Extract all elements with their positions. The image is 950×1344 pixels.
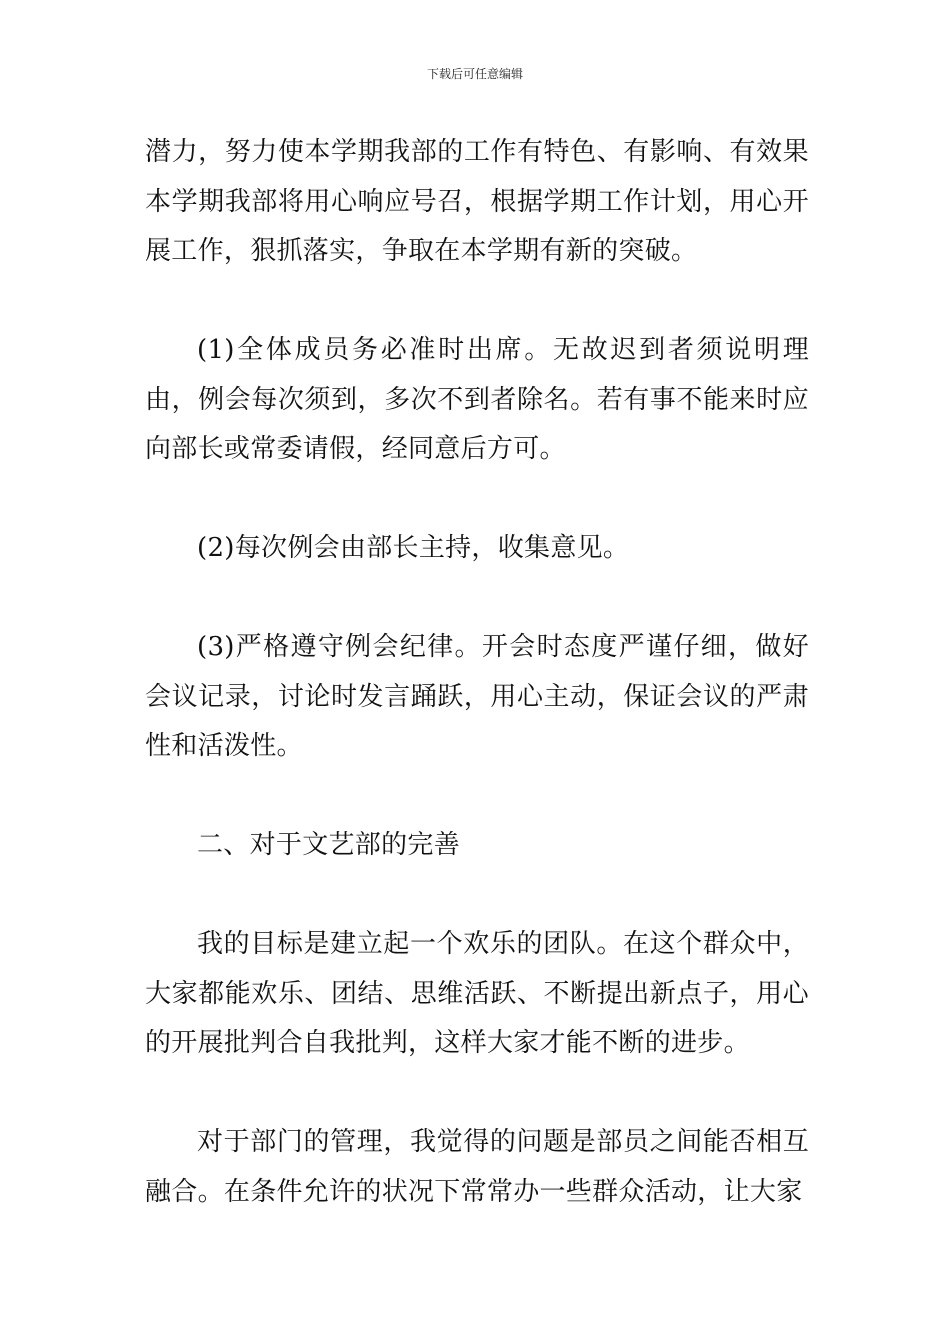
paragraph-gap bbox=[145, 871, 809, 921]
section-heading: 二、对于文艺部的完善 bbox=[197, 830, 461, 860]
paragraph-gap bbox=[145, 475, 809, 525]
paragraph-rule-2: (2)每次例会由部长主持，收集意见。 bbox=[197, 533, 630, 563]
paragraph-goal: 我的目标是建立起一个欢乐的团队。在这个群众中，大家都能欢乐、团结、思维活跃、不断提出新点子，用心的开展批判合自我批判，这样大家才能不断的进步。 bbox=[145, 929, 809, 1058]
paragraph-gap bbox=[145, 772, 809, 822]
paragraph-rule-3: (3)严格遵守例会纪律。开会时态度严谨仔细，做好会议记录，讨论时发言踊跃，用心主动，保证会议的严肃性和活泼性。 bbox=[145, 632, 809, 761]
paragraph-rule-1: (1)全体成员务必准时出席。无故迟到者须说明理由，例会每次须到，多次不到者除名。若有事不能来时应向部长或常委请假，经同意后方可。 bbox=[145, 335, 809, 464]
paragraph-management: 对于部门的管理，我觉得的问题是部员之间能否相互融合。在条件允许的状况下常常办一些群众活动，让大家 bbox=[145, 1127, 809, 1207]
page-header: 下载后可任意编辑 bbox=[426, 67, 523, 81]
paragraph-continuation: 潜力，努力使本学期我部的工作有特色、有影响、有效果本学期我部将用心响应号召，根据学期工作计划，用心开展工作，狠抓落实，争取在本学期有新的突破。 bbox=[145, 137, 809, 266]
document-body bbox=[145, 128, 809, 1217]
paragraph-gap bbox=[145, 277, 809, 327]
paragraph-gap bbox=[145, 1069, 809, 1119]
paragraph-gap bbox=[145, 574, 809, 624]
